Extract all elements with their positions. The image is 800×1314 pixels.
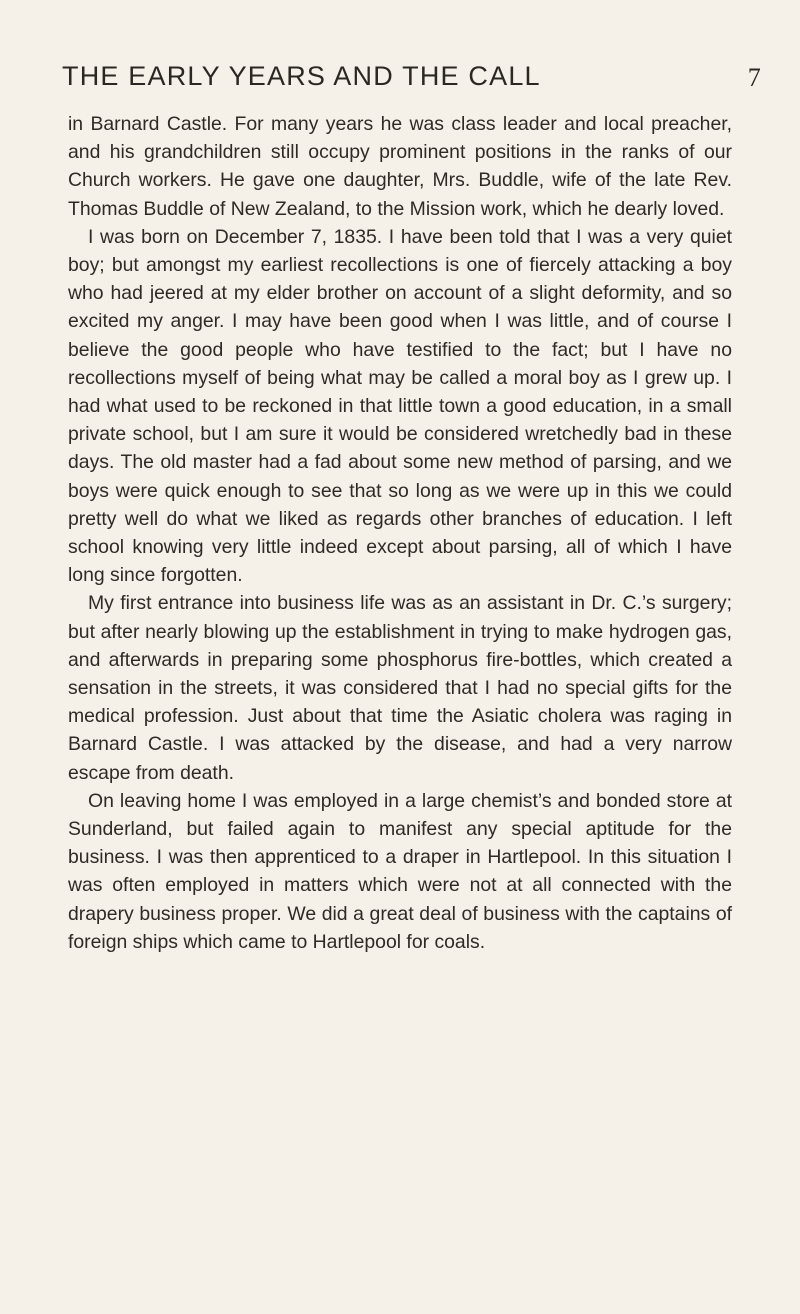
paragraph-continued: in Barnard Castle. For many years he was class leader and local preacher, and his grandchildren still occupy prominent positions in the ranks of our Church workers. He gave one daughter, Mrs. Buddle, wife of the late Rev. Thomas Buddle of New Zealand, to the Mission work, which he dearly loved.	[68, 113, 732, 220]
page-number: 7	[747, 63, 762, 92]
paragraph-leaving-home: On leaving home I was employed in a large chemist’s and bonded store at Sunderland, but failed again to manifest any special aptitude for the business. I was then apprenticed to a draper in Hartlepool. In this situation I was often employed in matters which were not at all connected with the drapery business proper. We did a great deal of business with the captains of foreign ships which came to Hartlepool for coals.	[68, 789, 732, 953]
paragraph-surgery: My first entrance into business life was as an assistant in Dr. C.’s surgery; but after nearly blowing up the establishment in trying to make hydrogen gas, and afterwards in preparing some phosphorus fire-bottles, which created a sensation in the streets, it was considered that I had no special gifts for the medical profession. Just about that time the Asiatic cholera was raging in Barnard Castle. I was attacked by the disease, and had a very narrow escape from death.	[68, 592, 732, 784]
body-text	[68, 110, 732, 956]
running-head	[62, 57, 762, 95]
running-title: THE EARLY YEARS AND THE CALL	[62, 61, 541, 91]
paragraph-birth: I was born on December 7, 1835. I have been told that I was a very quiet boy; but amongst my earliest recollections is one of fiercely attacking a boy who had jeered at my elder brother on account of a slight deformity, and so excited my anger. I may have been good when I was little, and of course I believe the good people who have testified to the fact; but I have no recollections myself of being what may be called a moral boy as I grew up. I had what used to be reckoned in that little town a good education, in a small private school, but I am sure it would be considered wretchedly bad in these days. The old master had a fad about some new method of parsing, and we boys were quick enough to see that so long as we were up in this we could pretty well do what we liked as regards other branches of education. I left school knowing very little indeed except about parsing, all of which I have long since forgotten.	[68, 225, 732, 587]
